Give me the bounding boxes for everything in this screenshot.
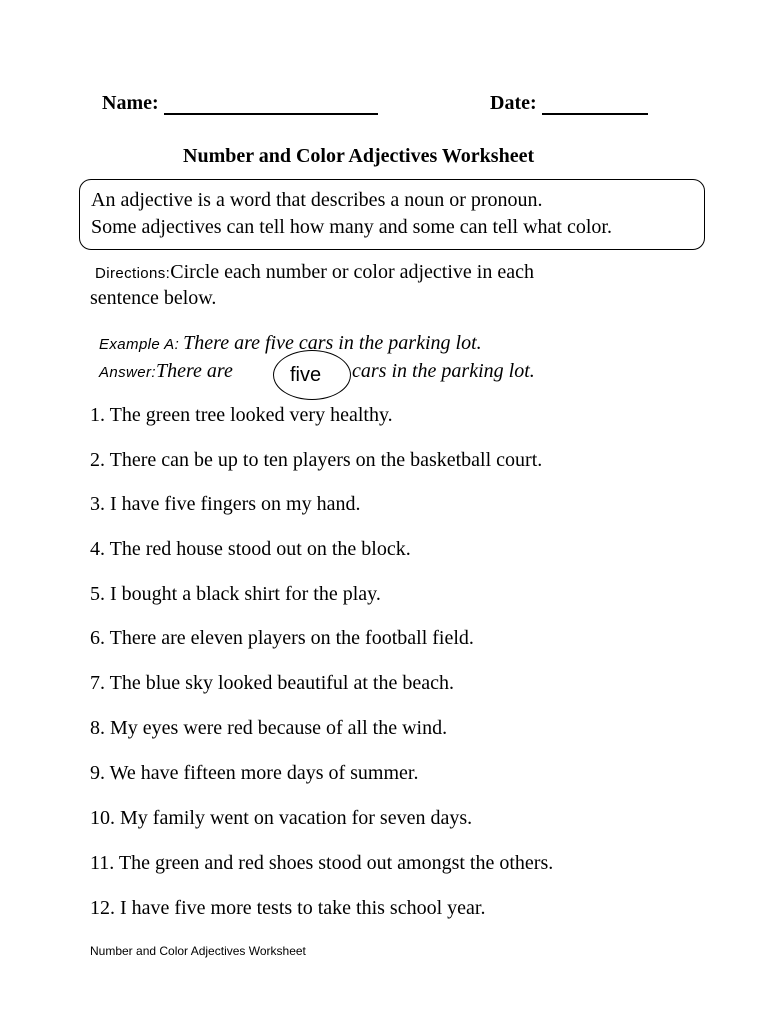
footer-text: Number and Color Adjectives Worksheet (90, 944, 306, 958)
definition-line-1: An adjective is a word that describes a noun or pronoun. (91, 189, 543, 211)
question-12[interactable]: 12. I have five more tests to take this school year. (90, 897, 486, 919)
date-field (490, 92, 648, 115)
question-2[interactable]: 2. There can be up to ten players on the basketball court. (90, 449, 543, 471)
name-blank[interactable] (164, 93, 378, 115)
question-7[interactable]: 7. The blue sky looked beautiful at the beach. (90, 672, 454, 694)
answer-line (99, 360, 233, 383)
definition-box (79, 179, 705, 250)
answer-circled-word: five (290, 364, 322, 386)
directions (95, 261, 534, 284)
question-9[interactable]: 9. We have fifteen more days of summer. (90, 762, 419, 784)
date-label: Date: (490, 92, 537, 114)
directions-text-1: Circle each number or color adjective in each (170, 261, 534, 283)
date-blank[interactable] (542, 93, 648, 115)
directions-text-2: sentence below. (90, 287, 217, 309)
question-5[interactable]: 5. I bought a black shirt for the play. (90, 583, 381, 605)
question-8[interactable]: 8. My eyes were red because of all the wind. (90, 717, 448, 739)
answer-label: Answer: (99, 364, 156, 381)
question-6[interactable]: 6. There are eleven players on the football field. (90, 627, 474, 649)
answer-before: There are (156, 360, 233, 382)
example-label: Example A: (99, 336, 180, 353)
name-label: Name: (102, 92, 159, 114)
page-title: Number and Color Adjectives Worksheet (183, 145, 535, 167)
question-3[interactable]: 3. I have five fingers on my hand. (90, 493, 361, 515)
definition-line-2: Some adjectives can tell how many and some can tell what color. (91, 216, 612, 238)
question-4[interactable]: 4. The red house stood out on the block. (90, 538, 411, 560)
question-11[interactable]: 11. The green and red shoes stood out amongst the others. (90, 852, 554, 874)
example-sentence: There are five cars in the parking lot. (183, 332, 482, 354)
example-line (99, 332, 482, 355)
question-10[interactable]: 10. My family went on vacation for seven days. (90, 807, 473, 829)
answer-after: cars in the parking lot. (352, 360, 535, 382)
name-field (102, 92, 378, 115)
directions-label: Directions: (95, 265, 171, 282)
question-1[interactable]: 1. The green tree looked very healthy. (90, 404, 393, 426)
